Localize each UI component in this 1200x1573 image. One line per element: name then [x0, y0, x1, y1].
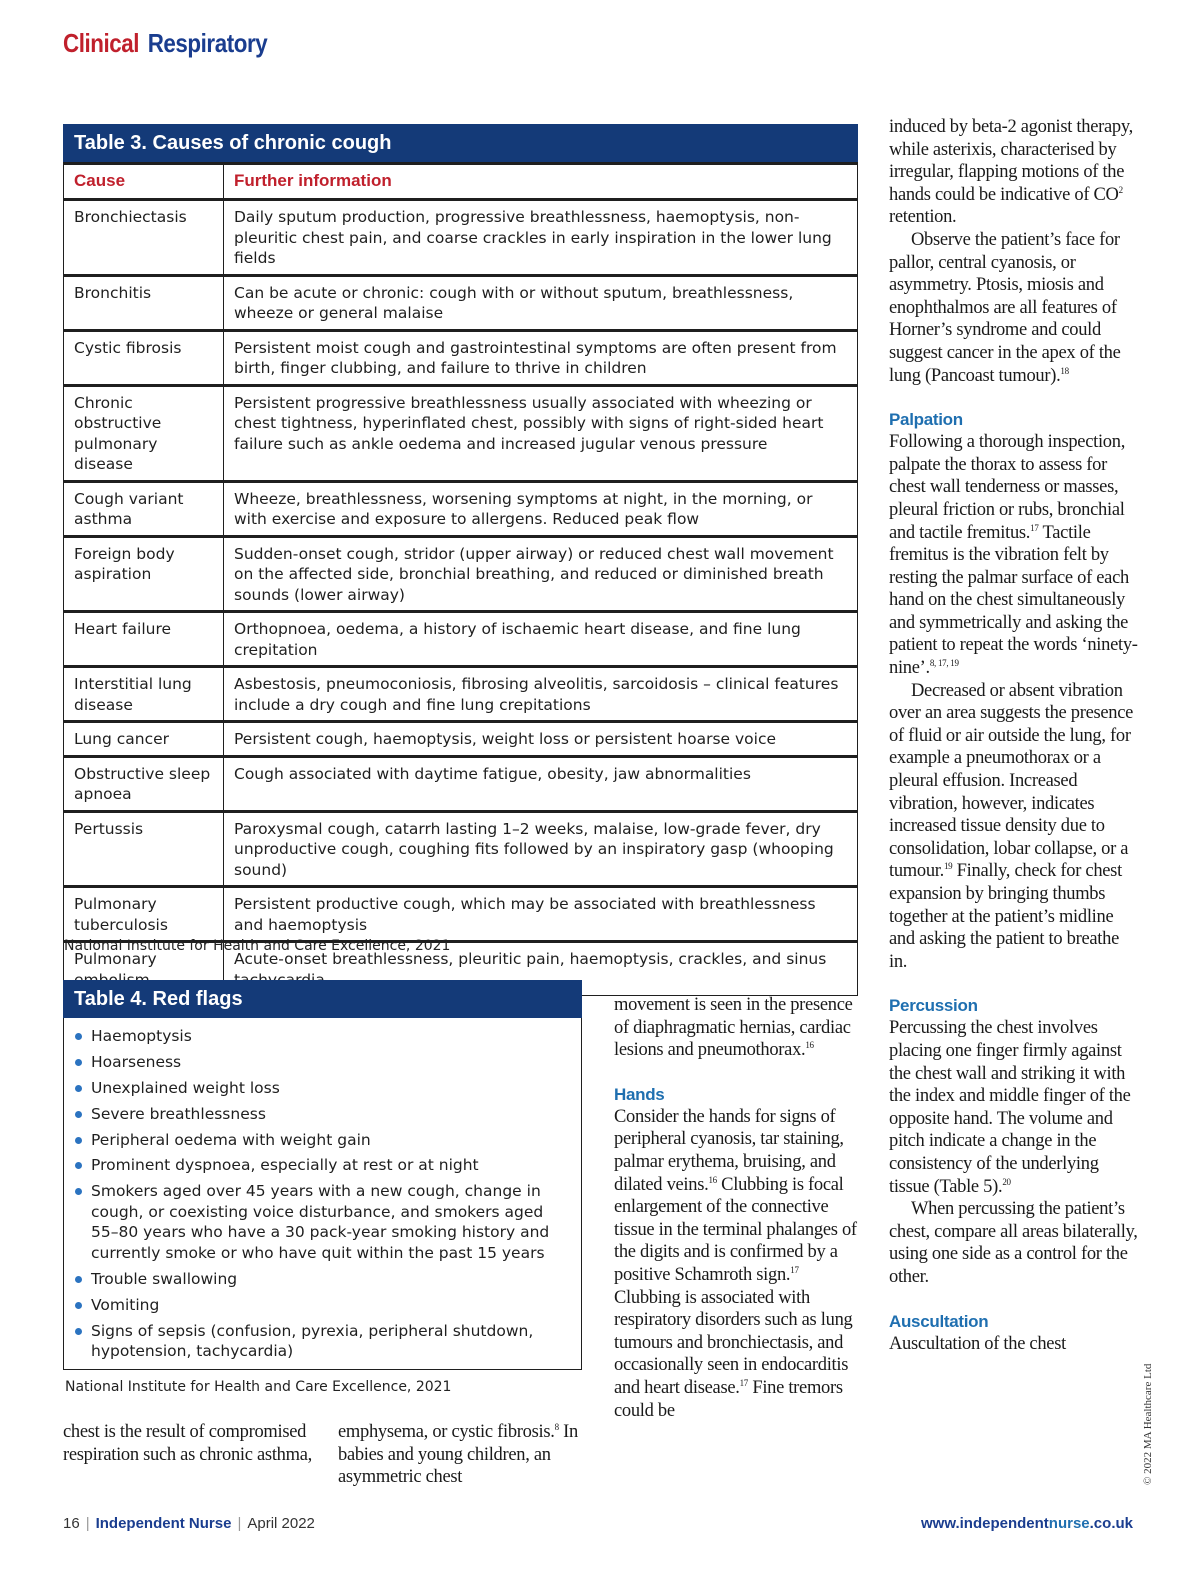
- auscultation-heading: Auscultation: [889, 1311, 989, 1331]
- info-cell: Persistent cough, haemoptysis, weight loss or persistent hoarse voice: [224, 722, 858, 757]
- section-label: Clinical: [63, 28, 140, 58]
- publication-name: Independent Nurse: [95, 1515, 232, 1532]
- body-paragraph: [889, 116, 1139, 229]
- text-span: induced by beta-2 agonist therapy, while asterixis, characterised by irregular, flapping motions of the hands could be indicative of CO: [889, 117, 1133, 205]
- body-paragraph: [338, 1421, 588, 1489]
- url-part: nurse: [1048, 1515, 1090, 1532]
- url-part: .co.uk: [1089, 1515, 1133, 1532]
- table-row: [64, 330, 858, 385]
- list-item-text: Vomiting: [91, 1295, 160, 1314]
- copyright-notice: © 2022 MA Healthcare Ltd: [1142, 1363, 1154, 1485]
- text-span: retention.: [889, 207, 957, 228]
- reference-marker: 16: [708, 1174, 717, 1185]
- page-number: 16: [63, 1515, 80, 1532]
- bullet-icon: [75, 1111, 82, 1118]
- divider: |: [85, 1515, 90, 1532]
- table4-title: Table 4. Red flags: [63, 980, 582, 1018]
- body-paragraph: Auscultation of the chest: [889, 1333, 1066, 1354]
- info-cell: Orthopnoea, oedema, a history of ischaemic heart disease, and fine lung crepitation: [224, 612, 858, 667]
- text-span: Finally, check for chest expansion by bringing thumbs together at the patient’s midline and asking the patient to breathe in.: [889, 861, 1122, 972]
- table-red-flags: [63, 980, 582, 1370]
- list-item-text: Severe breathlessness: [91, 1104, 266, 1123]
- reference-marker: 17: [739, 1377, 748, 1388]
- reference-marker: 8, 17, 19: [929, 657, 959, 668]
- bullet-icon: [75, 1033, 82, 1040]
- text-span: Tactile fremitus is the vibration felt by resting the palmar surface of each hand on the chest simultaneously and symmetrically and asking the patient to repeat the words ‘ninety-nine’.: [889, 522, 1138, 679]
- text-span: Observe the patient’s face for pallor, central cyanosis, or asymmetry. Ptosis, miosis and enophthalmos are all features of Horner’s syndrome and could suggest cancer in the apex of the lung (Pancoast tumour).: [889, 229, 1121, 386]
- red-flags-box: [63, 1018, 582, 1370]
- list-item-text: Smokers aged over 45 years with a new cough, change in cough, or coexisting voice disturbance, and smokers aged 55–80 years who have a 30 pack-year smoking history and currently smoke or who have quit within the past 15 years: [91, 1182, 550, 1262]
- bullet-icon: [75, 1059, 82, 1066]
- list-item: [74, 1130, 571, 1151]
- table-row: [64, 536, 858, 612]
- table-row: [64, 612, 858, 667]
- list-item-text: Trouble swallowing: [91, 1269, 238, 1288]
- table-row: [64, 756, 858, 811]
- table3-title: Table 3. Causes of chronic cough: [63, 124, 858, 162]
- list-item: [74, 1181, 571, 1263]
- cause-cell: Foreign body aspiration: [64, 536, 224, 612]
- bullet-icon: [75, 1276, 82, 1283]
- bullet-icon: [75, 1302, 82, 1309]
- info-cell: Can be acute or chronic: cough with or without sputum, breathlessness, wheeze or general malaise: [224, 275, 858, 330]
- cause-cell: Chronic obstructive pulmonary disease: [64, 385, 224, 481]
- body-paragraph: [889, 229, 1139, 387]
- reference-marker: 17: [1030, 522, 1039, 533]
- reference-marker: 16: [805, 1040, 814, 1051]
- cause-cell: Bronchiectasis: [64, 200, 224, 276]
- list-item-text: Unexplained weight loss: [91, 1078, 280, 1097]
- list-item-text: Signs of sepsis (confusion, pyrexia, peripheral shutdown, hypotension, tachycardia): [91, 1321, 534, 1361]
- text-span: Percussing the chest involves placing one finger firmly against the chest wall and striking it with the index and middle finger of the opposite hand. The volume and pitch indicate a change in the consistency of the underlying tissue (Table 5).: [889, 1018, 1131, 1197]
- info-cell: Acute-onset breathlessness, pleuritic pain, haemoptysis, crackles, and sinus: [224, 942, 858, 996]
- table-row: [64, 667, 858, 722]
- subsection-label: Respiratory: [147, 28, 268, 58]
- cause-cell: Pertussis: [64, 811, 224, 887]
- body-paragraph: [614, 994, 864, 1062]
- bullet-icon: [75, 1085, 82, 1092]
- cause-cell: Pulmonary: [64, 942, 224, 996]
- red-flags-list: [74, 1026, 571, 1362]
- body-column-4: [889, 116, 1139, 1355]
- list-item: [74, 1295, 571, 1316]
- list-item: [74, 1104, 571, 1125]
- reference-marker: 8: [554, 1421, 559, 1432]
- table3-grid: [63, 162, 858, 996]
- section-header: [63, 28, 267, 59]
- text-span: Following a thorough inspection, palpate the thorax to assess for chest wall tenderness or masses, pleural friction or rubs, bronchial and tactile fremitus.: [889, 432, 1126, 543]
- cause-cell: Lung cancer: [64, 722, 224, 757]
- table-row: [64, 481, 858, 536]
- list-item: [74, 1321, 571, 1362]
- info-cell: Sudden-onset cough, stridor (upper airway) or reduced chest wall movement on the affected side, bronchial breathing, and reduced or diminished breath sounds (lower airway): [224, 536, 858, 612]
- divider: |: [237, 1515, 242, 1532]
- info-cell: Cough associated with daytime fatigue, obesity, jaw abnormalities: [224, 756, 858, 811]
- body-paragraph: [889, 1017, 1139, 1198]
- info-cell: Persistent progressive breathlessness usually associated with wheezing or chest tightness, hyperinflated chest, possibly with signs of right-sided heart failure such as ankle oedema and increased jugular venous pressure: [224, 385, 858, 481]
- reference-marker: 19: [943, 861, 953, 872]
- cause-cell: Obstructive sleep apnoea: [64, 756, 224, 811]
- info-cell: Paroxysmal cough, catarrh lasting 1–2 weeks, malaise, low-grade fever, dry unproductive cough, coughing fits followed by an inspiratory gasp (whooping sound): [224, 811, 858, 887]
- table-header-row: [64, 164, 858, 200]
- palpation-heading: Palpation: [889, 410, 963, 430]
- list-item: [74, 1026, 571, 1047]
- cause-cell: Heart failure: [64, 612, 224, 667]
- body-paragraph: chest is the result of compromised respiration such as chronic asthma,: [63, 1422, 312, 1465]
- table-row: [64, 275, 858, 330]
- bullet-icon: [75, 1137, 82, 1144]
- list-item-text: Prominent dyspnoea, especially at rest or at night: [91, 1156, 479, 1175]
- bullet-icon: [75, 1188, 82, 1195]
- body-column-3: [614, 994, 864, 1422]
- text-span: emphysema, or cystic fibrosis.: [338, 1422, 555, 1442]
- body-paragraph: [889, 431, 1139, 680]
- body-column-2: [338, 1421, 588, 1489]
- website-link[interactable]: [921, 1515, 1133, 1532]
- body-paragraph: [614, 1106, 864, 1422]
- info-cell: Daily sputum production, progressive breathlessness, haemoptysis, non-pleuritic chest pain, and coarse crackles in early inspiration in the lower lung fields: [224, 200, 858, 276]
- cause-cell: Pulmonary tuberculosis: [64, 887, 224, 942]
- cause-cell: Cough variant asthma: [64, 481, 224, 536]
- column-header-cause: Cause: [64, 164, 224, 200]
- text-span: Fine tremors could be: [614, 1377, 843, 1421]
- list-item: [74, 1078, 571, 1099]
- list-item-text: Peripheral oedema with weight gain: [91, 1130, 371, 1149]
- table-row: [64, 722, 858, 757]
- hands-heading: Hands: [614, 1084, 665, 1104]
- bullet-icon: [75, 1162, 82, 1169]
- info-cell: Persistent moist cough and gastrointestinal symptoms are often present from birth, finger clubbing, and failure to thrive in children: [224, 330, 858, 385]
- info-cell: Persistent productive cough, which may be associated with breathlessness and haemoptysis: [224, 887, 858, 942]
- list-item: [74, 1269, 571, 1290]
- text-span: movement is seen in the presence of diaphragmatic hernias, cardiac lesions and pneumothorax.: [614, 995, 853, 1061]
- percussion-heading: Percussion: [889, 996, 978, 1016]
- list-item-text: Haemoptysis: [91, 1027, 192, 1045]
- url-part: www.independent: [921, 1515, 1049, 1532]
- body-paragraph: When percussing the patient’s chest, compare all areas bilaterally, using one side as a control for the other.: [889, 1199, 1138, 1287]
- issue-date: April 2022: [247, 1515, 315, 1532]
- text-span: Clubbing is associated with respiratory disorders such as lung tumours and bronchiectasis, and occasionally seen in endocarditis and heart disease.: [614, 1287, 853, 1398]
- reference-marker: 18: [1060, 365, 1069, 376]
- table4-source: National Institute for Health and Care Excellence, 2021: [65, 1379, 452, 1395]
- table-row: [64, 811, 858, 887]
- text-span: In babies and young children, an asymmetric chest: [338, 1422, 578, 1488]
- footer-left: [63, 1515, 315, 1532]
- bullet-icon: [75, 1328, 82, 1335]
- table3-source: National Institute for Health and Care Excellence, 2021: [64, 938, 451, 954]
- column-header-info: Further information: [224, 164, 858, 200]
- cause-cell: Bronchitis: [64, 275, 224, 330]
- table-causes-chronic-cough: [63, 124, 858, 996]
- list-item: [74, 1052, 571, 1073]
- info-cell: Wheeze, breathlessness, worsening symptoms at night, in the morning, or with exercise and exposure to allergens. Reduced peak flow: [224, 481, 858, 536]
- table-row: [64, 200, 858, 276]
- cause-cell: Interstitial lung disease: [64, 667, 224, 722]
- text-span: Clubbing is focal enlargement of the connective tissue in the terminal phalanges of the digits and is confirmed by a positive Schamroth sign.: [614, 1174, 857, 1285]
- text-span: Consider the hands for signs of peripheral cyanosis, tar staining, palmar erythema, bruising, and dilated veins.: [614, 1106, 844, 1195]
- list-item: [74, 1155, 571, 1176]
- reference-marker: 17: [790, 1264, 799, 1275]
- info-cell: Asbestosis, pneumoconiosis, fibrosing alveolitis, sarcoidosis – clinical features include a dry cough and fine lung crepitations: [224, 667, 858, 722]
- list-item-text: Hoarseness: [91, 1052, 182, 1071]
- table-row: [64, 385, 858, 481]
- cause-cell: Cystic fibrosis: [64, 330, 224, 385]
- subscript-marker: 2: [1118, 184, 1123, 195]
- table-row: [64, 887, 858, 942]
- body-column-1: [63, 1421, 318, 1466]
- text-span: Decreased or absent vibration over an area suggests the presence of fluid or air outside the lung, for example a pneumothorax or a pleural effusion. Increased vibration, however, indicates increased tissue density due to consolidation, lobar collapse, or a tumour.: [889, 680, 1134, 882]
- reference-marker: 20: [1002, 1176, 1011, 1187]
- body-paragraph: [889, 680, 1139, 974]
